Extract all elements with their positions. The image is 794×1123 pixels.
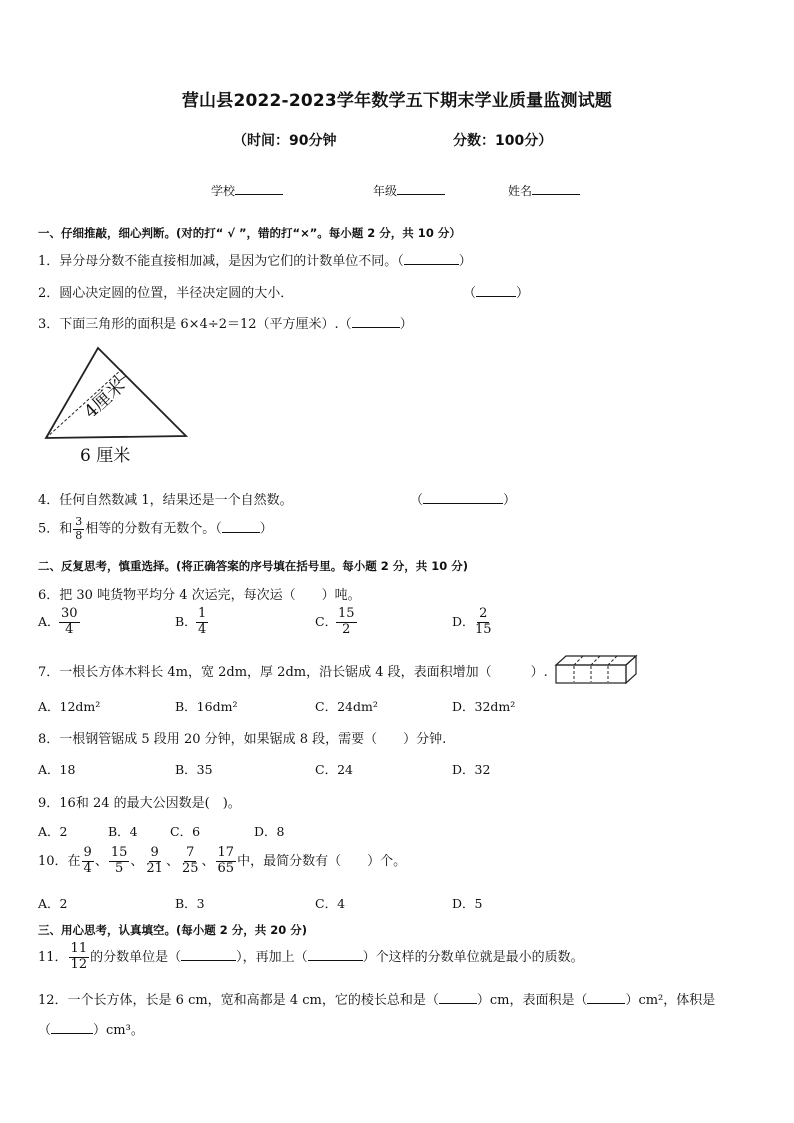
q11-answer-blank-2[interactable] — [308, 948, 363, 961]
name-blank[interactable] — [532, 182, 580, 195]
q6-option-b[interactable]: B． $\frac{1}{4}$ — [175, 606, 207, 637]
wood-block-figure — [554, 653, 640, 685]
q7-option-a[interactable]: A．12dm² — [38, 699, 101, 714]
q7-option-b[interactable]: B．16dm² — [175, 699, 238, 714]
question-12: 12．一个长方体，长是 6 cm，宽和高都是 4 cm，它的棱长总和是（ ）cm，表面积是（ ）cm²，体积是 — [38, 993, 716, 1008]
q6-option-a[interactable]: A． $\frac{30}{4}$ — [38, 606, 78, 637]
grade-field[interactable] — [373, 182, 445, 199]
q10-option-a[interactable]: A．2 — [38, 896, 68, 911]
question-1: 1．异分母分数不能直接相加减，是因为它们的计数单位不同。（ ） — [38, 254, 472, 269]
q6-option-c[interactable]: C． $\frac{15}{2}$ — [315, 606, 355, 637]
q8-option-b[interactable]: B．35 — [175, 762, 213, 777]
question-5: 5．和 $\frac{3}{8}$ 相等的分数有无数个。（ ） — [38, 515, 273, 542]
q11-fraction: $\frac{11}{12}$ — [70, 941, 88, 972]
q8-option-a[interactable]: A．18 — [38, 762, 76, 777]
q10-fraction: $\frac{9}{21}$ — [146, 845, 163, 876]
section2-heading: 二、反复思考，慎重选择。(将正确答案的序号填在括号里。每小题 2 分，共 10 分) — [38, 559, 469, 573]
q4-answer-blank[interactable] — [423, 491, 503, 504]
question-12-line2: （ ）cm³。 — [38, 1023, 144, 1038]
q10-option-d[interactable]: D．5 — [452, 896, 483, 911]
school-label: 学校 — [211, 184, 236, 198]
q5-fraction: $\frac{3}{8}$ — [75, 515, 83, 542]
q10-fraction: $\frac{17}{65}$ — [217, 845, 235, 876]
q6-option-d[interactable]: D． $\frac{2}{15}$ — [452, 606, 492, 637]
question-3: 3．下面三角形的面积是 6×4÷2＝12（平方厘米）.（ ） — [38, 317, 413, 332]
q9-option-b[interactable]: B．4 — [108, 824, 138, 839]
q10-fraction: $\frac{9}{4}$ — [83, 845, 92, 876]
q7-option-d[interactable]: D．32dm² — [452, 699, 516, 714]
q4-answer: （ ） — [410, 493, 517, 508]
q2-answer: （ ） — [463, 286, 530, 301]
question-9: 9．16和 24 的最大公因数是( )。 — [38, 796, 241, 811]
q8-option-d[interactable]: D．32 — [452, 762, 491, 777]
name-field[interactable] — [508, 182, 580, 199]
school-blank[interactable] — [235, 182, 283, 195]
question-4: 4．任何自然数减 1，结果还是一个自然数。 — [38, 493, 293, 508]
q9-option-d[interactable]: D．8 — [254, 824, 285, 839]
question-7: 7．一根长方体木料长 4m，宽 2dm，厚 2dm，沿长锯成 4 段，表面积增加（ ）. — [38, 665, 548, 680]
question-2: 2．圆心决定圆的位置，半径决定圆的大小． — [38, 286, 294, 301]
q10-option-c[interactable]: C．4 — [315, 896, 346, 911]
page-title: 营山县2022-2023学年数学五下期末学业质量监测试题 — [181, 91, 613, 111]
q8-option-c[interactable]: C．24 — [315, 762, 353, 777]
q7-option-c[interactable]: C．24dm² — [315, 699, 378, 714]
base-label: 6 厘米 — [80, 446, 131, 466]
q9-option-a[interactable]: A．2 — [38, 824, 68, 839]
q12-answer-blank-1[interactable] — [439, 991, 477, 1004]
height-label: 4厘米 — [80, 375, 130, 423]
name-label: 姓名 — [508, 184, 533, 198]
question-8: 8．一根钢管锯成 5 段用 20 分钟，如果锯成 8 段，需要（ ）分钟. — [38, 732, 447, 747]
q3-answer-blank[interactable] — [352, 315, 400, 328]
q12-answer-blank-3[interactable] — [51, 1021, 93, 1034]
grade-blank[interactable] — [397, 182, 445, 195]
q5-answer-blank[interactable] — [222, 520, 260, 533]
q10-fraction: $\frac{15}{5}$ — [110, 845, 128, 876]
question-11: 11． $\frac{11}{12}$ 的分数单位是（ ），再加上（ ）个这样的分数单位就是最小的质数。 — [38, 941, 584, 972]
exam-score: 分数：100分） — [453, 133, 553, 149]
q10-option-b[interactable]: B．3 — [175, 896, 205, 911]
q11-answer-blank-1[interactable] — [181, 948, 236, 961]
q1-answer-blank[interactable] — [404, 252, 459, 265]
exam-time: （时间：90分钟 — [233, 133, 337, 149]
school-field[interactable] — [211, 182, 283, 199]
question-10: 10．在 $\frac{9}{4}$ 、 $\frac{15}{5}$ 、 $\frac{9}{21}$ 、 $\frac{7}{25}$ 、 $\frac{17}{65}$ 中，最简分数有（ ）个。 — [38, 845, 407, 876]
q2-answer-blank[interactable] — [476, 284, 516, 297]
q9-option-c[interactable]: C．6 — [170, 824, 201, 839]
q12-answer-blank-2[interactable] — [587, 991, 625, 1004]
grade-label: 年级 — [373, 184, 398, 198]
section1-heading: 一、仔细推敲，细心判断。(对的打“ √ ”，错的打“×”。每小题 2 分，共 10 分） — [38, 226, 461, 240]
section3-heading: 三、用心思考，认真填空。(每小题 2 分，共 20 分) — [38, 923, 308, 937]
q10-fraction: $\frac{7}{25}$ — [181, 845, 199, 876]
question-6: 6．把 30 吨货物平均分 4 次运完，每次运（ ）吨。 — [38, 588, 361, 603]
triangle-figure — [38, 343, 198, 468]
